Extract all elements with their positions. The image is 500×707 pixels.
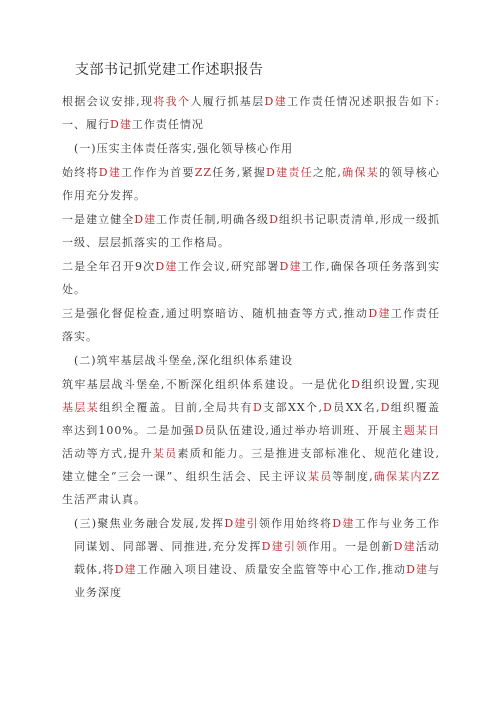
text-run: 根据会议安排,现 xyxy=(62,95,154,108)
text-run: 工作责任制,明确各级 xyxy=(156,213,270,226)
text-run: 领作用始终将 xyxy=(258,517,333,530)
section-heading xyxy=(62,349,440,372)
highlighted-text: 某员 xyxy=(307,470,333,483)
highlighted-text: 确保某内ZZ xyxy=(373,470,441,483)
document-title: 支部书记抓党建工作述职报告 xyxy=(75,62,264,78)
highlighted-text: D xyxy=(252,401,263,414)
body-paragraph xyxy=(62,373,440,511)
highlighted-text: 题某日 xyxy=(403,424,441,437)
highlighted-text: D建 xyxy=(114,563,137,576)
highlighted-text: D建 xyxy=(134,213,157,226)
text-run: 组织设置,实现 xyxy=(360,378,441,391)
text-run: 工作融入项目建设、质量安全监管等中心工作,推动 xyxy=(136,563,407,576)
highlighted-text: D xyxy=(194,424,205,437)
body-paragraph xyxy=(62,255,440,301)
body-paragraph xyxy=(62,302,440,348)
text-run: 作用。一是创新 xyxy=(308,540,394,553)
highlighted-text: D建 xyxy=(368,307,391,320)
text-run: 二是全年召开9次 xyxy=(62,260,156,273)
text-run: 人履行抓基层 xyxy=(190,95,265,108)
text-run: 活动载体,将 xyxy=(74,540,441,576)
text-run: 筑牢基层战斗堡垒,不断深化组织体系建设。一是优化 xyxy=(62,378,352,391)
text-run: 三是强化督促检查,通过明察暗访、随机抽查等方式,推动 xyxy=(62,307,369,320)
highlighted-text: D建 xyxy=(98,166,122,179)
text-run: 组织覆盖率达到100%。二是加强 xyxy=(62,401,441,437)
text-run: 的领导核心作用充分发挥。 xyxy=(62,166,441,202)
text-run: 素质和能力。三是推进支部标准化、规范化建设,建立健全“三会一课”、组织生活会、民主评议 xyxy=(62,447,441,483)
text-run: (一)压实主体责任落实,强化领导核心作用 xyxy=(74,142,294,155)
text-run: 工作作为首要 xyxy=(121,166,195,179)
highlighted-text: D xyxy=(269,213,279,226)
text-run: 员队伍建设,通过举办培训班、开展主 xyxy=(204,424,404,437)
text-run: 活动等方式,提升 xyxy=(62,447,153,460)
text-run: 组织书记职责清单,形成一级抓一级、层层抓落实的工作格局。 xyxy=(62,213,441,249)
highlighted-text: D建责任 xyxy=(266,166,313,179)
highlighted-text: D建引领 xyxy=(261,540,309,553)
text-run: 始终将 xyxy=(62,166,99,179)
text-run: 组织全覆盖。目前,全局共有 xyxy=(99,401,253,414)
highlighted-text: D xyxy=(322,401,333,414)
highlighted-text: 基层某 xyxy=(62,401,100,414)
text-run: 工作责任落实。 xyxy=(62,307,441,343)
text-run: 工作,确保各项任务落到实处。 xyxy=(62,260,440,296)
text-run: 一是建立健全 xyxy=(62,213,135,226)
highlighted-text: ZZ xyxy=(194,166,212,179)
text-run: 生活严肃认真。 xyxy=(62,493,146,506)
text-run: 工作责任情况 xyxy=(131,118,204,131)
text-run: 与业务深度 xyxy=(74,563,440,599)
text-run: 工作责任情况述职报告如下:一、履行 xyxy=(62,95,440,131)
highlighted-text: D建 xyxy=(264,95,288,108)
highlighted-text: D xyxy=(351,378,361,391)
text-run: (二)筑牢基层战斗堡垒,深化组织体系建设 xyxy=(74,354,294,367)
highlighted-text: D建 xyxy=(406,563,428,576)
text-run: 支部XX个, xyxy=(262,401,323,414)
text-run: 工作会议,研究部署 xyxy=(177,260,280,273)
highlighted-text: D建 xyxy=(332,517,355,530)
highlighted-text: D建引 xyxy=(224,517,259,530)
text-run: 员XX名, xyxy=(332,401,381,414)
body-paragraph xyxy=(62,208,440,254)
text-run: (三)聚焦业务融合发展,发挥 xyxy=(74,517,225,530)
highlighted-text: 某员 xyxy=(152,447,178,460)
highlighted-text: 将我个 xyxy=(153,95,191,108)
highlighted-text: D建 xyxy=(110,118,132,131)
text-run: 等制度, xyxy=(332,470,374,483)
highlighted-text: 确保某 xyxy=(341,166,379,179)
document-body xyxy=(62,90,440,605)
highlighted-text: D xyxy=(380,401,391,414)
highlighted-text: D建 xyxy=(279,260,302,273)
section-heading xyxy=(62,512,440,604)
body-paragraph xyxy=(62,90,440,136)
highlighted-text: D建 xyxy=(155,260,178,273)
highlighted-text: D建 xyxy=(393,540,416,553)
text-run: 之舵, xyxy=(312,166,342,179)
body-paragraph xyxy=(62,161,440,207)
text-run: 工作与业务工作同谋划、同部署、同推进,充分发挥 xyxy=(74,517,440,553)
section-heading xyxy=(62,137,440,160)
text-run: 任务,紧握 xyxy=(211,166,267,179)
